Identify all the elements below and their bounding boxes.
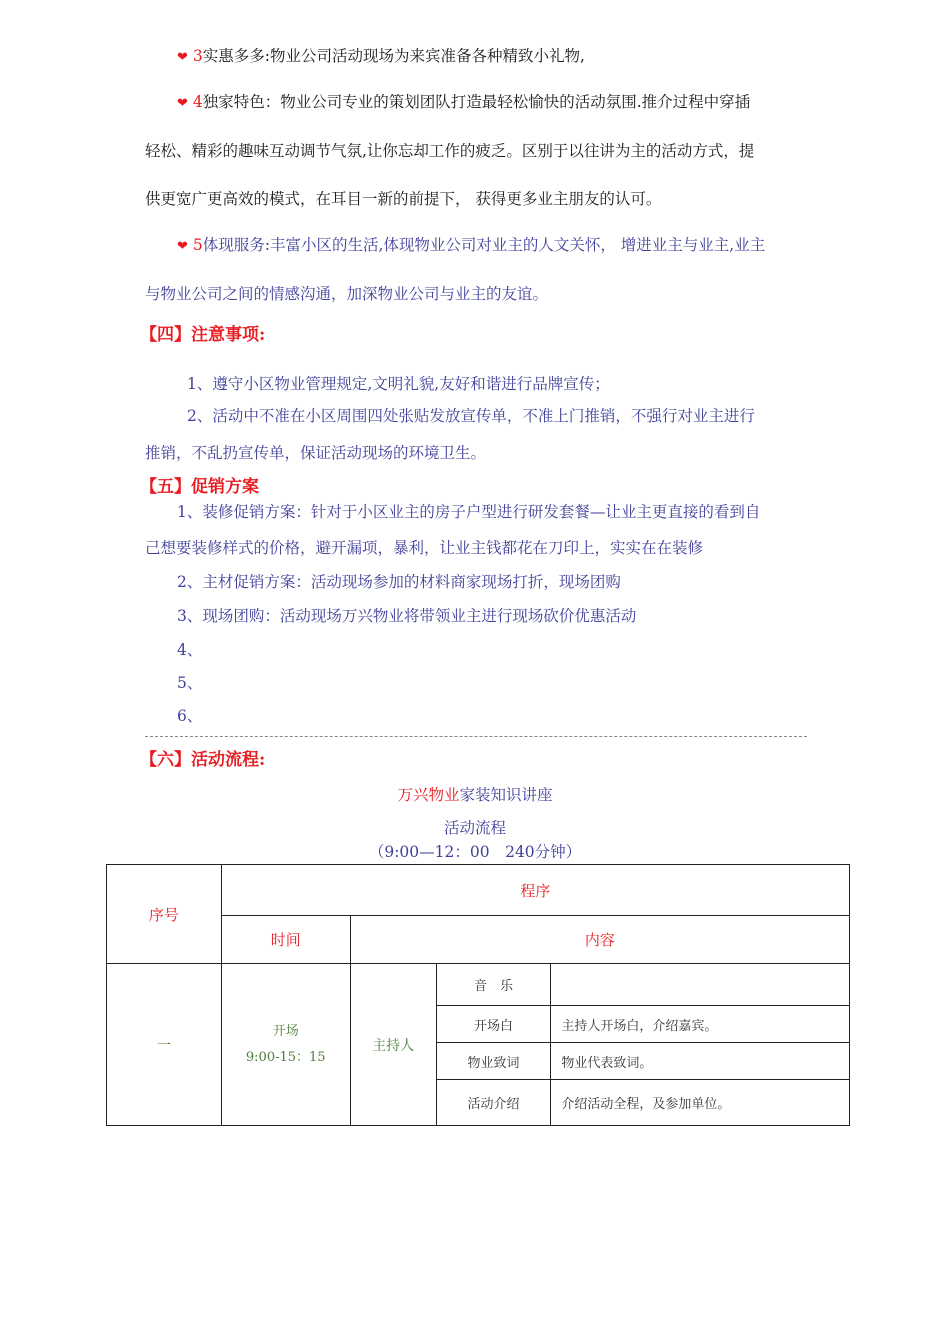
- heart-icon: ❤: [177, 239, 188, 254]
- section4-item-2-cont: 推销，不乱扔宣传单，保证活动现场的环境卫生。: [145, 444, 487, 462]
- item-desc: 主持人开场白，介绍嘉宾。: [551, 1006, 850, 1043]
- feature-3: [177, 46, 585, 68]
- flow-table: [106, 864, 850, 1126]
- item-name: 活动介绍: [436, 1080, 551, 1126]
- section5-title: 【五】促销方案: [140, 477, 259, 497]
- header-content: 内容: [350, 916, 849, 964]
- section5-item-2: 2、主材促销方案：活动现场参加的材料商家现场打折，现场团购: [177, 573, 621, 591]
- row-seq: 一: [107, 964, 222, 1126]
- section4-item-1: 1、遵守小区物业管理规定,文明礼貌,友好和谐进行品牌宣传；: [187, 375, 610, 393]
- item-desc: 介绍活动全程，及参加单位。: [551, 1080, 850, 1126]
- item-desc: 物业代表致词。: [551, 1043, 850, 1080]
- section5-item-1: 1、装修促销方案：针对于小区业主的房子户型进行研发套餐—让业主更直接的看到自: [177, 503, 761, 521]
- row-host: 主持人: [350, 964, 436, 1126]
- feature-5: [177, 235, 765, 257]
- row-time-value: 9:00-15：15: [245, 1049, 326, 1065]
- item-desc: [551, 964, 850, 1006]
- feature-4-text: 独家特色：物业公司专业的策划团队打造最轻松愉快的活动氛围.推介过程中穿插: [202, 93, 751, 111]
- event-title-brand: 万兴物业: [397, 786, 460, 804]
- flow-time-range: （9:00—12：00 240分钟）: [368, 843, 582, 861]
- header-program: 程序: [221, 865, 849, 916]
- section4-title: 【四】注意事项:: [140, 325, 266, 345]
- section5-item-6: 6、: [177, 707, 203, 725]
- item-name: 音 乐: [436, 964, 551, 1006]
- feature-4-line2: 轻松、精彩的趣味互动调节气氛,让你忘却工作的疲乏。区别于以往讲为主的活动方式，提: [145, 142, 755, 160]
- feature-4-number: 4: [192, 93, 203, 111]
- section4-item-2: 2、活动中不准在小区周围四处张贴发放宣传单，不准上门推销，不强行对业主进行: [187, 407, 755, 425]
- section5-item-5: 5、: [177, 674, 203, 692]
- heart-icon: ❤: [177, 96, 188, 111]
- flow-subtitle: 活动流程: [443, 819, 506, 837]
- feature-5-line2: 与物业公司之间的情感沟通，加深物业公司与业主的友谊。: [145, 285, 549, 303]
- event-title-rest: 家装知识讲座: [459, 786, 553, 804]
- section5-item-4: 4、: [177, 641, 203, 659]
- feature-5-number: 5: [192, 236, 203, 254]
- header-time: 时间: [221, 916, 350, 964]
- heart-icon: ❤: [177, 50, 188, 65]
- feature-3-number: 3: [192, 47, 203, 65]
- feature-4: [177, 92, 750, 114]
- item-name: 开场白: [436, 1006, 551, 1043]
- feature-3-text: 实惠多多:物业公司活动现场为来宾准备各种精致小礼物,: [202, 47, 585, 65]
- feature-5-text: 体现服务:丰富小区的生活,体现物业公司对业主的人文关怀， 增进业主与业主,业主: [202, 236, 766, 254]
- event-title: [0, 785, 950, 805]
- dashed-divider: [145, 736, 807, 737]
- section6-title: 【六】活动流程:: [140, 750, 266, 770]
- section5-item-3: 3、现场团购：活动现场万兴物业将带领业主进行现场砍价优惠活动: [177, 607, 637, 625]
- section5-item-1-cont: 己想要装修样式的价格，避开漏项，暴利，让业主钱都花在刀印上，实实在在装修: [145, 539, 704, 557]
- header-seq: 序号: [107, 865, 222, 964]
- row-time: [221, 964, 350, 1126]
- row-time-label: 开场: [272, 1023, 299, 1039]
- feature-4-line3: 供更宽广更高效的模式，在耳目一新的前提下， 获得更多业主朋友的认可。: [145, 190, 662, 208]
- item-name: 物业致词: [436, 1043, 551, 1080]
